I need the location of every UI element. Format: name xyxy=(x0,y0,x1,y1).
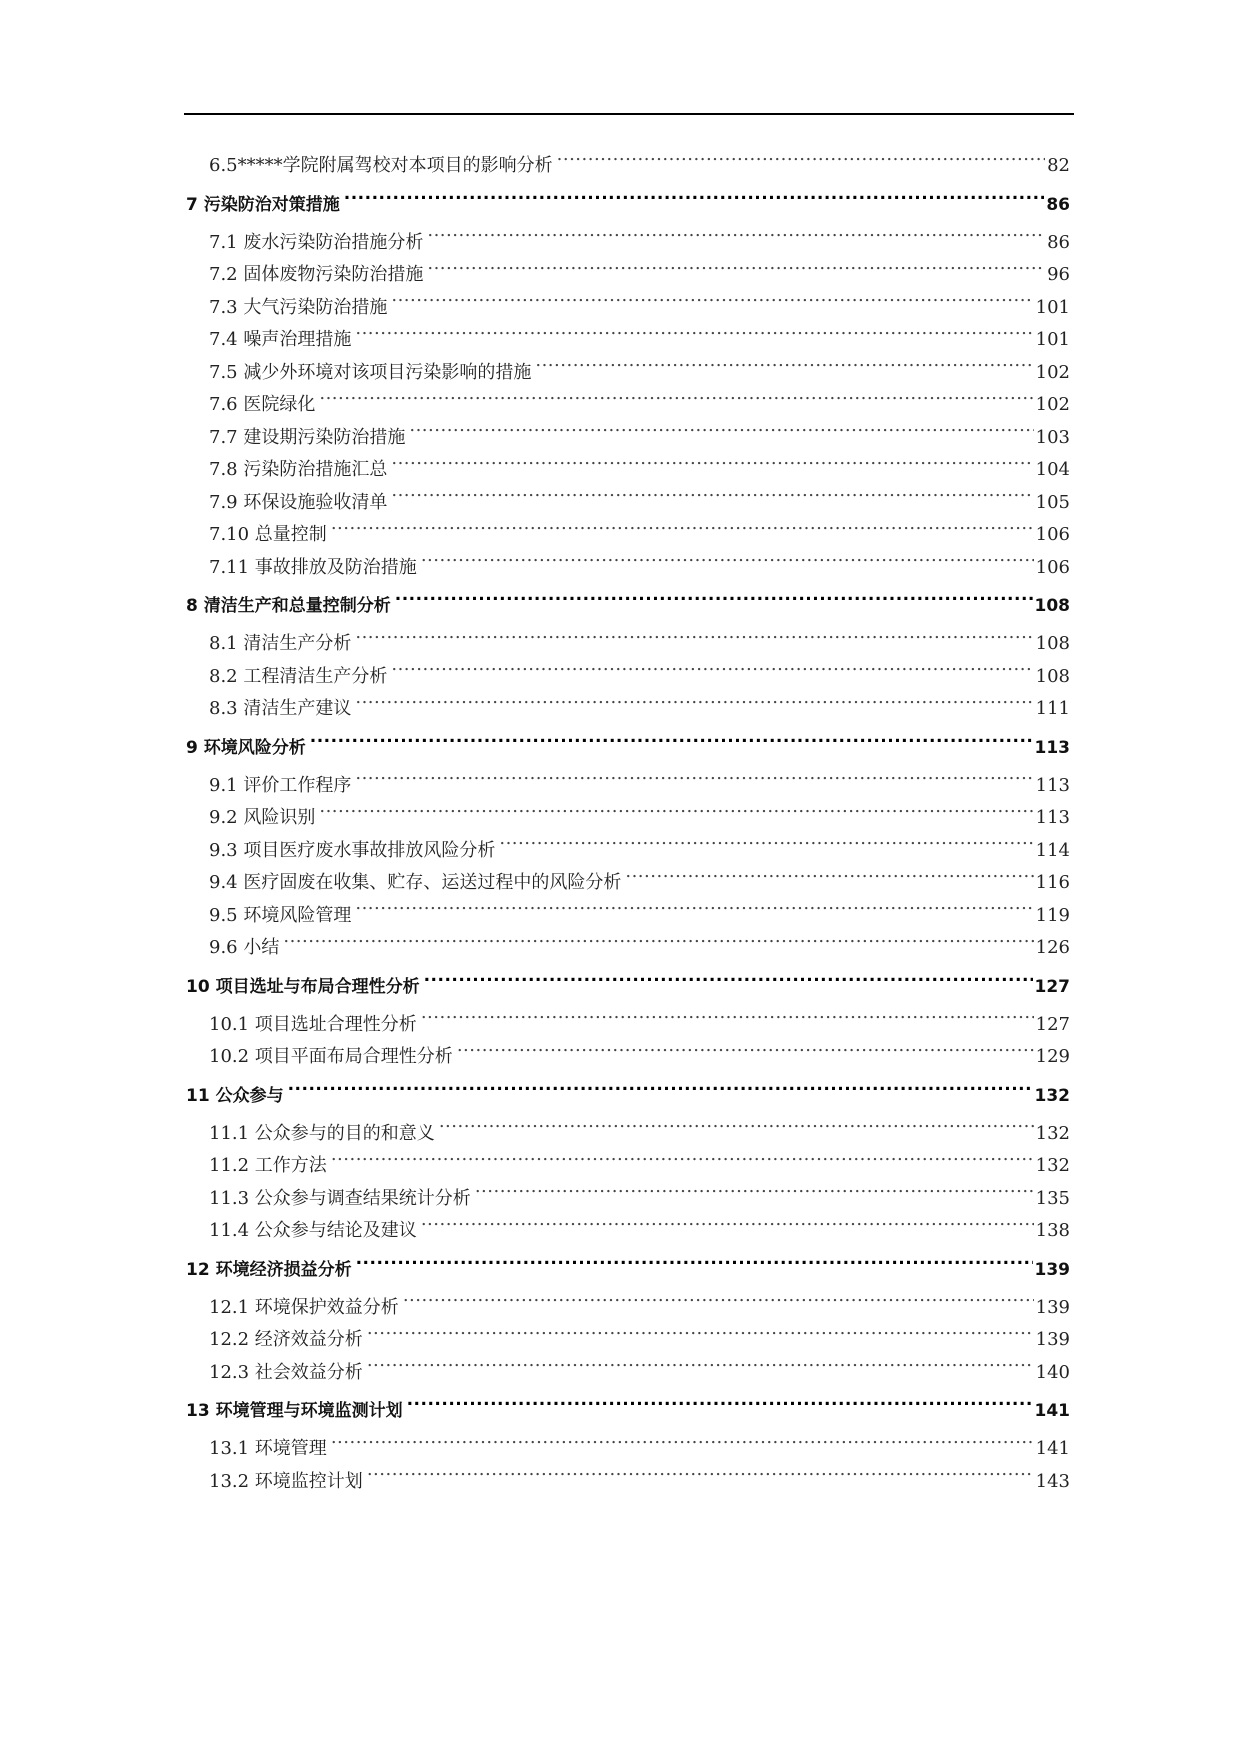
toc-chapter-entry[interactable] xyxy=(186,1080,1070,1112)
toc-entry-label: 8.1 清洁生产分析 xyxy=(209,633,352,654)
toc-section-entry[interactable] xyxy=(186,628,1070,661)
toc-section-entry[interactable] xyxy=(186,150,1070,183)
dot-leader xyxy=(407,1399,1033,1416)
toc-section-entry[interactable] xyxy=(186,1357,1070,1390)
dot-leader xyxy=(557,153,1045,171)
toc-entry-page-number: 106 xyxy=(1035,556,1070,578)
toc-entry-label: 9.6 小结 xyxy=(209,937,280,958)
toc-section-entry[interactable] xyxy=(186,1009,1070,1042)
toc-section-entry[interactable] xyxy=(186,227,1070,260)
toc-section-entry[interactable] xyxy=(186,519,1070,552)
dot-leader xyxy=(367,1327,1034,1345)
dot-leader xyxy=(319,805,1033,823)
toc-section-entry[interactable] xyxy=(186,835,1070,868)
dot-leader xyxy=(331,1436,1034,1454)
toc-entry-label: 12.1 环境保护效益分析 xyxy=(209,1296,399,1318)
toc-section-entry[interactable] xyxy=(186,1292,1070,1325)
toc-entry-label: 6.5*****学院附属驾校对本项目的影响分析 xyxy=(209,155,553,176)
header-rule xyxy=(184,113,1074,115)
toc-entry-page-number: 106 xyxy=(1035,524,1070,545)
toc-entry-page-number: 116 xyxy=(1035,872,1070,893)
dot-leader xyxy=(421,1218,1034,1236)
toc-entry-page-number: 129 xyxy=(1035,1046,1070,1067)
toc-section-entry[interactable] xyxy=(186,1183,1070,1216)
toc-section-entry[interactable] xyxy=(186,1150,1070,1183)
dot-leader xyxy=(344,193,1045,210)
toc-section-entry[interactable] xyxy=(186,552,1070,585)
toc-section-entry[interactable] xyxy=(186,1118,1070,1151)
toc-section-entry[interactable] xyxy=(186,693,1070,726)
toc-chapter-entry[interactable] xyxy=(186,1254,1070,1286)
dot-leader xyxy=(395,594,1033,611)
toc-entry-label: 9.4 医疗固废在收集、贮存、运送过程中的风险分析 xyxy=(209,872,622,893)
toc-entry-label: 10 项目选址与布局合理性分析 xyxy=(186,976,420,997)
toc-entry-label: 9 环境风险分析 xyxy=(186,737,306,758)
toc-entry-label: 13.2 环境监控计划 xyxy=(209,1470,363,1492)
dot-leader xyxy=(499,838,1033,856)
toc-section-entry[interactable] xyxy=(186,389,1070,422)
dot-leader xyxy=(427,230,1045,248)
toc-chapter-entry[interactable] xyxy=(186,732,1070,764)
toc-entry-label: 12.2 经济效益分析 xyxy=(209,1329,363,1350)
toc-entry-label: 7.7 建设期污染防治措施 xyxy=(209,426,406,448)
toc-section-entry[interactable] xyxy=(186,900,1070,933)
dot-leader xyxy=(421,1012,1034,1030)
toc-entry-page-number: 96 xyxy=(1047,264,1070,285)
toc-entry-label: 7.3 大气污染防治措施 xyxy=(209,296,388,318)
toc-entry-label: 13.1 环境管理 xyxy=(209,1438,327,1459)
toc-entry-page-number: 111 xyxy=(1035,698,1070,719)
dot-leader xyxy=(331,522,1034,540)
toc-entry-page-number: 104 xyxy=(1035,459,1070,480)
toc-entry-label: 9.2 风险识别 xyxy=(209,807,316,828)
toc-entry-page-number: 113 xyxy=(1035,807,1070,828)
table-of-contents xyxy=(186,150,1070,1498)
toc-entry-label: 9.5 环境风险管理 xyxy=(209,904,352,926)
dot-leader xyxy=(391,664,1033,682)
toc-entry-page-number: 141 xyxy=(1035,1438,1070,1459)
toc-entry-label: 11.2 工作方法 xyxy=(209,1155,327,1176)
dot-leader xyxy=(391,490,1033,508)
dot-leader xyxy=(391,457,1033,475)
dot-leader xyxy=(535,360,1033,378)
dot-leader xyxy=(427,262,1045,280)
toc-entry-page-number: 101 xyxy=(1035,329,1070,350)
toc-entry-page-number: 105 xyxy=(1035,491,1070,513)
toc-entry-page-number: 127 xyxy=(1035,1013,1070,1035)
toc-entry-page-number: 139 xyxy=(1035,1296,1070,1318)
toc-entry-label: 10.1 项目选址合理性分析 xyxy=(209,1013,417,1035)
toc-entry-page-number: 86 xyxy=(1047,231,1070,253)
dot-leader xyxy=(355,696,1033,714)
toc-entry-page-number: 139 xyxy=(1034,1259,1070,1280)
toc-entry-label: 7.11 事故排放及防治措施 xyxy=(209,556,417,578)
toc-entry-label: 9.1 评价工作程序 xyxy=(209,774,352,796)
toc-entry-page-number: 132 xyxy=(1035,1122,1070,1144)
toc-chapter-entry[interactable] xyxy=(186,971,1070,1003)
toc-section-entry[interactable] xyxy=(186,867,1070,900)
toc-entry-page-number: 143 xyxy=(1035,1470,1070,1492)
toc-entry-label: 11.4 公众参与结论及建议 xyxy=(209,1220,417,1241)
dot-leader xyxy=(355,631,1033,649)
toc-entry-label: 7.6 医院绿化 xyxy=(209,394,316,415)
toc-entry-label: 8.2 工程清洁生产分析 xyxy=(209,665,388,687)
toc-entry-page-number: 114 xyxy=(1035,839,1070,861)
toc-entry-label: 7.2 固体废物污染防治措施 xyxy=(209,264,424,285)
toc-section-entry[interactable] xyxy=(186,770,1070,803)
toc-section-entry[interactable] xyxy=(186,454,1070,487)
dot-leader xyxy=(625,870,1033,888)
toc-entry-page-number: 103 xyxy=(1035,426,1070,448)
toc-entry-label: 12.3 社会效益分析 xyxy=(209,1361,363,1383)
toc-entry-page-number: 127 xyxy=(1034,976,1070,997)
dot-leader xyxy=(391,295,1033,313)
toc-entry-label: 7.1 废水污染防治措施分析 xyxy=(209,231,424,253)
toc-section-entry[interactable] xyxy=(186,422,1070,455)
toc-entry-page-number: 135 xyxy=(1035,1187,1070,1209)
toc-entry-page-number: 102 xyxy=(1035,394,1070,415)
dot-leader xyxy=(403,1295,1034,1313)
toc-entry-page-number: 119 xyxy=(1035,904,1070,926)
toc-entry-page-number: 139 xyxy=(1035,1329,1070,1350)
toc-entry-label: 7 污染防治对策措施 xyxy=(186,194,340,215)
toc-entry-label: 7.5 减少外环境对该项目污染影响的措施 xyxy=(209,361,532,383)
toc-entry-page-number: 132 xyxy=(1034,1085,1070,1106)
toc-entry-page-number: 108 xyxy=(1035,665,1070,687)
toc-entry-page-number: 108 xyxy=(1035,633,1070,654)
toc-entry-label: 8 清洁生产和总量控制分析 xyxy=(186,596,391,616)
toc-section-entry[interactable] xyxy=(186,1041,1070,1074)
toc-entry-label: 7.9 环保设施验收清单 xyxy=(209,491,388,513)
dot-leader xyxy=(356,1258,1033,1275)
dot-leader xyxy=(331,1153,1034,1171)
dot-leader xyxy=(288,1084,1033,1101)
toc-entry-label: 11.3 公众参与调查结果统计分析 xyxy=(209,1187,471,1209)
toc-section-entry[interactable] xyxy=(186,802,1070,835)
toc-entry-page-number: 82 xyxy=(1047,155,1070,176)
toc-entry-label: 11 公众参与 xyxy=(186,1085,284,1106)
toc-chapter-entry[interactable] xyxy=(186,189,1070,221)
toc-entry-page-number: 140 xyxy=(1035,1361,1070,1383)
toc-entry-label: 9.3 项目医疗废水事故排放风险分析 xyxy=(209,839,496,861)
toc-entry-page-number: 126 xyxy=(1035,937,1070,958)
toc-entry-page-number: 101 xyxy=(1035,296,1070,318)
toc-section-entry[interactable] xyxy=(186,1215,1070,1248)
toc-entry-label: 10.2 项目平面布局合理性分析 xyxy=(209,1046,453,1067)
toc-section-entry[interactable] xyxy=(186,932,1070,965)
toc-entry-page-number: 132 xyxy=(1035,1155,1070,1176)
dot-leader xyxy=(475,1186,1034,1204)
toc-entry-label: 8.3 清洁生产建议 xyxy=(209,698,352,719)
dot-leader xyxy=(424,975,1033,992)
toc-section-entry[interactable] xyxy=(186,1433,1070,1466)
dot-leader xyxy=(283,935,1033,953)
dot-leader xyxy=(457,1044,1034,1062)
toc-section-entry[interactable] xyxy=(186,1324,1070,1357)
toc-entry-label: 7.10 总量控制 xyxy=(209,524,327,545)
dot-leader xyxy=(367,1469,1034,1487)
toc-section-entry[interactable] xyxy=(186,324,1070,357)
toc-entry-label: 12 环境经济损益分析 xyxy=(186,1259,352,1280)
toc-entry-page-number: 141 xyxy=(1034,1401,1070,1421)
dot-leader xyxy=(439,1121,1034,1139)
toc-section-entry[interactable] xyxy=(186,292,1070,325)
toc-chapter-entry[interactable] xyxy=(186,590,1070,622)
dot-leader xyxy=(355,773,1033,791)
toc-chapter-entry[interactable] xyxy=(186,1395,1070,1427)
toc-entry-page-number: 138 xyxy=(1035,1220,1070,1241)
toc-section-entry[interactable] xyxy=(186,487,1070,520)
dot-leader xyxy=(409,425,1033,443)
toc-entry-label: 11.1 公众参与的目的和意义 xyxy=(209,1122,435,1144)
toc-entry-label: 7.4 噪声治理措施 xyxy=(209,329,352,350)
toc-entry-page-number: 102 xyxy=(1035,361,1070,383)
toc-entry-page-number: 113 xyxy=(1035,774,1070,796)
toc-entry-page-number: 86 xyxy=(1046,194,1070,215)
dot-leader xyxy=(421,555,1034,573)
dot-leader xyxy=(367,1360,1034,1378)
toc-section-entry[interactable] xyxy=(186,661,1070,694)
dot-leader xyxy=(319,392,1033,410)
dot-leader xyxy=(355,903,1033,921)
toc-section-entry[interactable] xyxy=(186,357,1070,390)
toc-section-entry[interactable] xyxy=(186,259,1070,292)
dot-leader xyxy=(310,736,1033,753)
toc-entry-label: 13 环境管理与环境监测计划 xyxy=(186,1401,403,1421)
toc-entry-page-number: 113 xyxy=(1034,737,1070,758)
toc-section-entry[interactable] xyxy=(186,1466,1070,1499)
toc-entry-label: 7.8 污染防治措施汇总 xyxy=(209,459,388,480)
toc-entry-page-number: 108 xyxy=(1034,596,1070,616)
dot-leader xyxy=(355,327,1033,345)
